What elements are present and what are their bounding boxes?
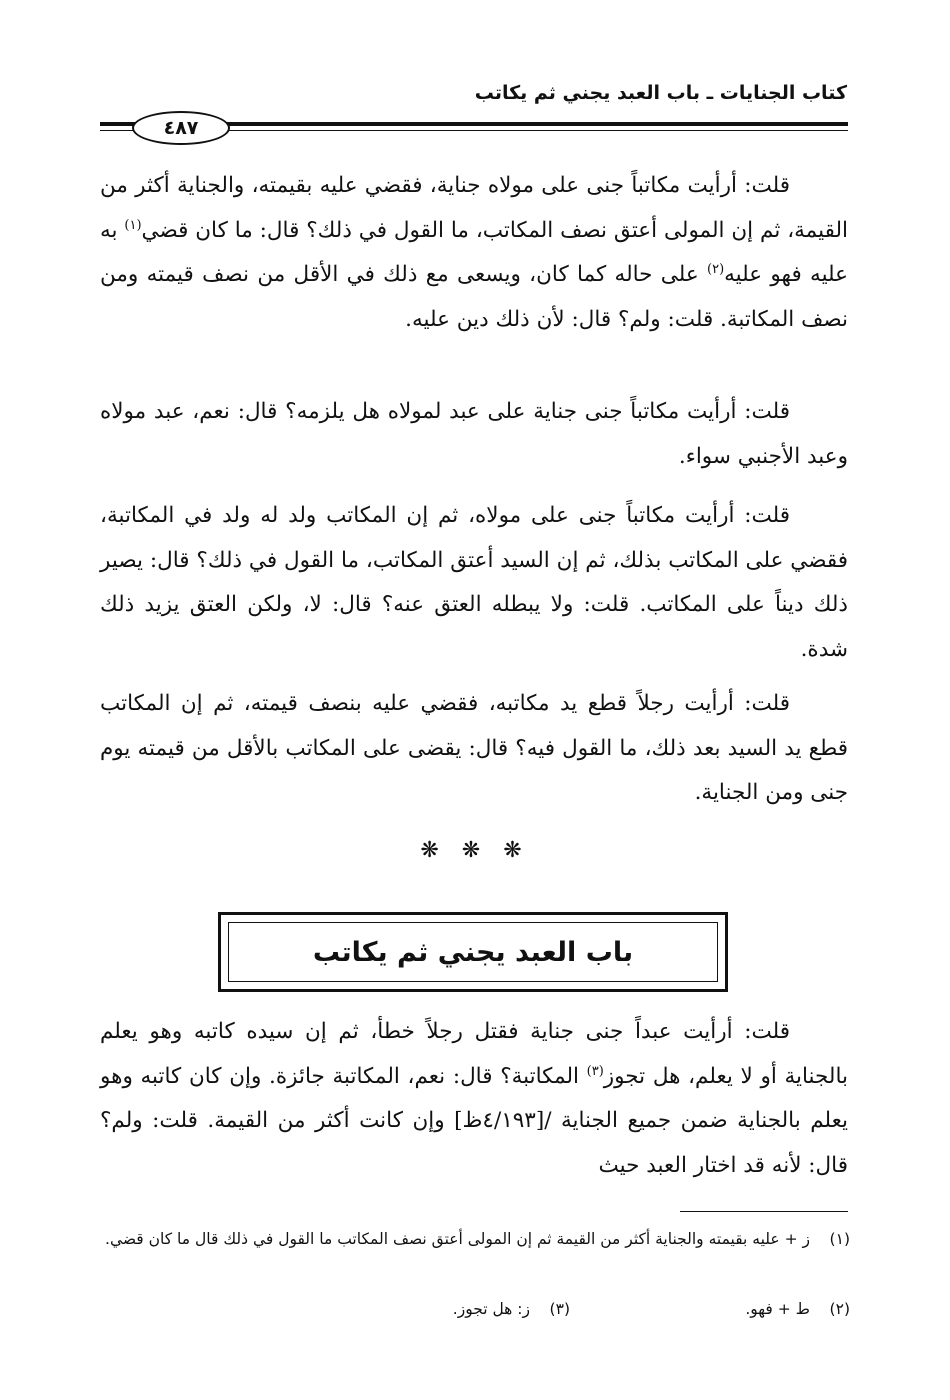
paragraph-1-text-a: قلت: أرأيت مكاتباً جنى على مولاه جناية، فقضي عليه بقيمته، والجناية أكثر من القيمة، ثم إن المولى أعتق نصف المكاتب، ما القول في ذلك؟ قال: ما كان قضي xyxy=(100,173,848,243)
footnote-ref-1: (١) xyxy=(124,217,142,233)
footnote-ref-2: (٢) xyxy=(707,261,725,277)
paragraph-4 xyxy=(100,682,848,816)
paragraph-3 xyxy=(100,494,848,672)
paragraph-1-text-b: به عليه فهو عليه xyxy=(100,217,849,287)
footnote-2-text: ط + فهو. xyxy=(745,1300,810,1318)
chapter-heading-frame xyxy=(218,912,728,992)
page-number-badge: ٤٨٧ xyxy=(132,111,230,145)
paragraph-4-text: قلت: أرأيت رجلاً قطع يد مكاتبه، فقضي عليه بنصف قيمته، ثم إن المكاتب قطع يد السيد بعد ذلك، ما القول فيه؟ قال: يقضى على المكاتب بالأقل من قيمته يوم جنى ومن الجناية. xyxy=(100,691,848,805)
paragraph-1-text-c: على حاله كما كان، ويسعى مع ذلك في الأقل من نصف قيمته ومن نصف المكاتبة. قلت: ولم؟ قال: لأن ذلك دين عليه. xyxy=(100,262,848,332)
footnote-ref-3: (٣) xyxy=(586,1063,604,1079)
paragraph-1 xyxy=(100,164,848,342)
footnote-2-number: (٢) xyxy=(829,1300,850,1318)
section-divider-ornament: ❋ ❋ ❋ xyxy=(420,838,530,863)
paragraph-3-text: قلت: أرأيت مكاتباً جنى على مولاه، ثم إن المكاتب ولد له ولد في المكاتبة، فقضي على المكاتب بذلك، ثم إن السيد أعتق المكاتب، ما القول في ذلك؟ قال: يصير ذلك ديناً على المكاتب. قلت: ولا يبطله العتق عنه؟ قال: لا، ولكن العتق يزيد ذلك شدة. xyxy=(100,503,848,662)
footnote-3-number: (٣) xyxy=(549,1300,570,1318)
footnote-3-text: ز: هل تجوز. xyxy=(452,1300,530,1318)
paragraph-2 xyxy=(100,390,848,479)
running-header-title: كتاب الجنايات ـ باب العبد يجني ثم يكاتب xyxy=(474,82,847,104)
footnote-separator xyxy=(680,1211,848,1212)
footnote-1-text: ز + عليه بقيمته والجناية أكثر من القيمة ثم إن المولى أعتق نصف المكاتب ما القول في ذلك قال ما كان قضي. xyxy=(105,1230,810,1248)
chapter-paragraph-text-b: المكاتبة؟ قال: نعم، المكاتبة جائزة. وإن كان كاتبه وهو يعلم بالجناية ضمن جميع الجناية ‎/[٤/١٩٣ظ]‎ وإن كانت أكثر من القيمة. قلت: ولم؟ قال: لأنه قد اختار العبد حيث xyxy=(100,1063,848,1178)
footnote-3 xyxy=(453,1296,570,1323)
chapter-paragraph-text-a: قلت: أرأيت عبداً جنى جناية فقتل رجلاً خطأ، ثم إن سيده كاتبه وهو يعلم بالجناية أو لا يعلم، هل تجوز xyxy=(100,1019,848,1089)
chapter-paragraph xyxy=(100,1010,848,1188)
paragraph-2-text: قلت: أرأيت مكاتباً جنى جناية على عبد لمولاه هل يلزمه؟ قال: نعم، عبد مولاه وعبد الأجنبي سواء. xyxy=(100,399,848,469)
footnote-1 xyxy=(102,1226,850,1253)
footnote-1-number: (١) xyxy=(829,1230,850,1248)
chapter-title: باب العبد يجني ثم يكاتب xyxy=(312,936,634,968)
